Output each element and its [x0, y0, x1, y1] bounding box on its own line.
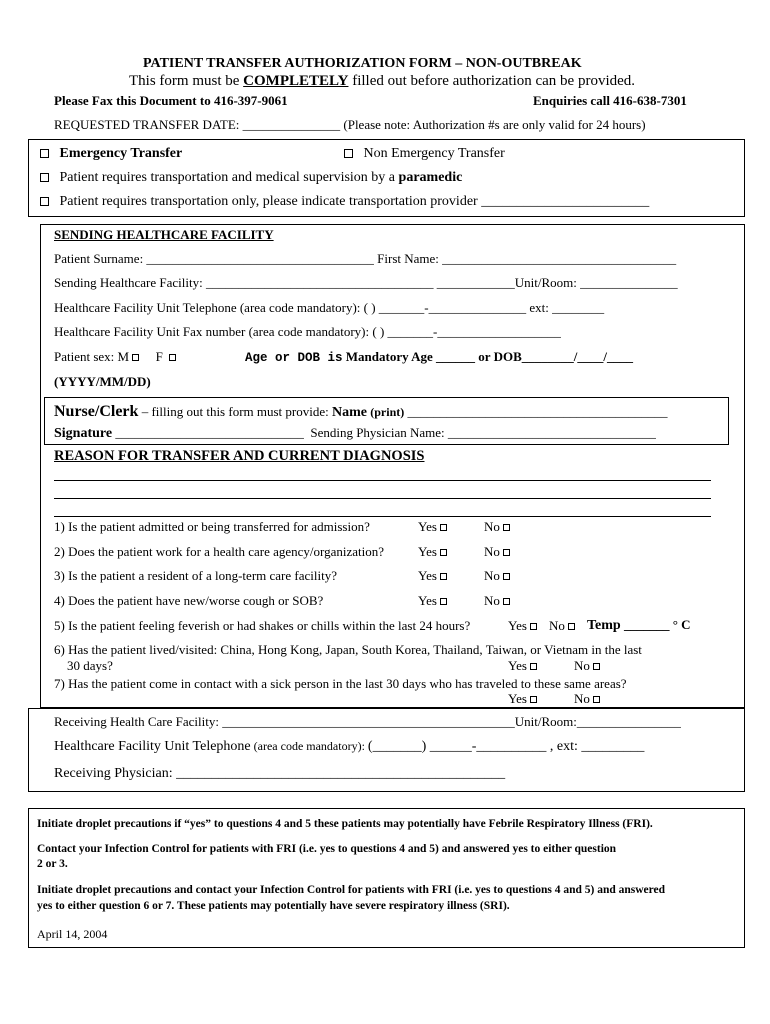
q2-yes-option[interactable]: Yes	[418, 544, 447, 560]
receiving-facility-field[interactable]: Receiving Health Care Facility: _____________________________________________Unit/Room:________________	[54, 714, 681, 729]
note-sri-precautions: Initiate droplet precautions and contact your Infection Control for patients with FRI (i.e. yes to questions 4 and 5) and answered	[37, 884, 666, 896]
requested-transfer-date-field[interactable]: REQUESTED TRANSFER DATE: _______________ (Please note: Authorization #s are only valid for 24 hours)	[54, 117, 646, 132]
checkbox-icon[interactable]	[568, 623, 575, 630]
checkbox-icon[interactable]	[530, 696, 537, 703]
checkbox-icon[interactable]	[593, 663, 600, 670]
q1-yes-option[interactable]: Yes	[418, 519, 447, 535]
patient-sex-row: Patient sex: M F	[54, 349, 176, 365]
checkbox-icon[interactable]	[440, 524, 447, 531]
emergency-transfer-option[interactable]: Emergency Transfer	[40, 146, 182, 162]
checkbox-icon[interactable]	[593, 696, 600, 703]
note-contact-infection-control-continued: 2 or 3.	[37, 858, 68, 870]
checkbox-icon[interactable]	[530, 623, 537, 630]
receiving-telephone-field[interactable]: Healthcare Facility Unit Telephone (area code mandatory): (_______) ______-__________ , ext: _________	[54, 739, 645, 754]
note-sri-precautions-continued: yes to either question 6 or 7. These patients may potentially have severe respiratory illness (SRI).	[37, 900, 510, 912]
q4-no-option[interactable]: No	[484, 593, 510, 609]
checkbox-icon[interactable]	[503, 524, 510, 531]
question-4: 4) Does the patient have new/worse cough or SOB?	[54, 593, 324, 608]
q3-yes-option[interactable]: Yes	[418, 568, 447, 584]
q7-no-option[interactable]: No	[574, 691, 600, 707]
reason-line-3[interactable]	[54, 516, 711, 517]
q6-no-option[interactable]: No	[574, 658, 600, 674]
form-title: PATIENT TRANSFER AUTHORIZATION FORM – NON-OUTBREAK	[143, 56, 582, 71]
sending-facility-box	[40, 224, 745, 708]
note-contact-infection-control: Contact your Infection Control for patients with FRI (i.e. yes to questions 4 and 5) and answered yes to either question	[37, 843, 617, 855]
reason-heading: REASON FOR TRANSFER AND CURRENT DIAGNOSIS	[54, 448, 425, 464]
checkbox-icon[interactable]	[503, 598, 510, 605]
question-6: 6) Has the patient lived/visited: China, Hong Kong, Japan, South Korea, Thailand, Taiwan, or Vietnam in the last	[54, 642, 642, 657]
sending-facility-heading: SENDING HEALTHCARE FACILITY	[54, 227, 274, 242]
form-subtitle: This form must be COMPLETELY filled out before authorization can be provided.	[129, 73, 636, 89]
checkbox-icon[interactable]	[40, 197, 49, 206]
age-dob-field[interactable]: Age or DOB is Mandatory Age ______ or DOB________/____/____	[245, 349, 633, 365]
q5-no-option[interactable]: No	[549, 618, 575, 634]
receiving-physician-field[interactable]: Receiving Physician: _______________________________________________	[54, 766, 506, 781]
signature-field[interactable]: Signature _____________________________ Sending Physician Name: ________________________________	[54, 425, 656, 441]
note-fri-precautions: Initiate droplet precautions if “yes” to questions 4 and 5 these patients may potentially have Febrile Respiratory Illness (FRI).	[37, 818, 653, 830]
facility-telephone-field[interactable]: Healthcare Facility Unit Telephone (area code mandatory): ( ) _______-_______________ ext: ________	[54, 300, 605, 315]
checkbox-icon[interactable]	[530, 663, 537, 670]
q2-no-option[interactable]: No	[484, 544, 510, 560]
reason-line-1[interactable]	[54, 480, 711, 481]
q6-yes-option[interactable]: Yes	[508, 658, 537, 674]
sending-facility-field[interactable]: Sending Healthcare Facility: ___________________________________ ____________Unit/Room: _______________	[54, 275, 678, 290]
question-3: 3) Is the patient a resident of a long-term care facility?	[54, 568, 337, 583]
question-1: 1) Is the patient admitted or being transferred for admission?	[54, 519, 370, 534]
q4-yes-option[interactable]: Yes	[418, 593, 447, 609]
question-2: 2) Does the patient work for a health care agency/organization?	[54, 544, 385, 559]
q5-yes-option[interactable]: Yes	[508, 618, 537, 634]
checkbox-icon[interactable]	[440, 598, 447, 605]
reason-line-2[interactable]	[54, 498, 711, 499]
question-5: 5) Is the patient feeling feverish or had shakes or chills within the last 24 hours?	[54, 618, 471, 633]
female-checkbox[interactable]	[169, 354, 176, 361]
fax-number: Please Fax this Document to 416-397-9061	[54, 93, 288, 108]
non-emergency-transfer-option[interactable]: Non Emergency Transfer	[344, 146, 505, 162]
transport-only-option[interactable]: Patient requires transportation only, please indicate transportation provider ________________________	[40, 194, 649, 210]
male-checkbox[interactable]	[132, 354, 139, 361]
checkbox-icon[interactable]	[503, 573, 510, 580]
checkbox-icon[interactable]	[503, 549, 510, 556]
checkbox-icon[interactable]	[440, 573, 447, 580]
question-7: 7) Has the patient come in contact with a sick person in the last 30 days who has traveled to these same areas?	[54, 676, 627, 691]
checkbox-icon[interactable]	[440, 549, 447, 556]
facility-fax-field[interactable]: Healthcare Facility Unit Fax number (area code mandatory): ( ) _______-___________________	[54, 324, 561, 339]
question-6-continued: 30 days?	[67, 658, 113, 673]
q1-no-option[interactable]: No	[484, 519, 510, 535]
q3-no-option[interactable]: No	[484, 568, 510, 584]
q7-yes-option[interactable]: Yes	[508, 691, 537, 707]
form-date: April 14, 2004	[37, 927, 108, 941]
paramedic-option[interactable]: Patient requires transportation and medical supervision by a paramedic	[40, 170, 462, 186]
temperature-field[interactable]: Temp _______ ° C	[587, 617, 691, 633]
patient-name-field[interactable]: Patient Surname: ___________________________________ First Name: ____________________________________	[54, 251, 677, 266]
completely-emphasis: COMPLETELY	[243, 73, 349, 89]
nurse-clerk-name-field[interactable]: Nurse/Clerk – filling out this form must provide: Name (print) ________________________________________	[54, 403, 668, 420]
enquiries-number: Enquiries call 416-638-7301	[533, 93, 687, 108]
checkbox-icon[interactable]	[40, 173, 49, 182]
checkbox-icon[interactable]	[344, 149, 353, 158]
date-format-hint: (YYYY/MM/DD)	[54, 374, 151, 389]
checkbox-icon[interactable]	[40, 149, 49, 158]
